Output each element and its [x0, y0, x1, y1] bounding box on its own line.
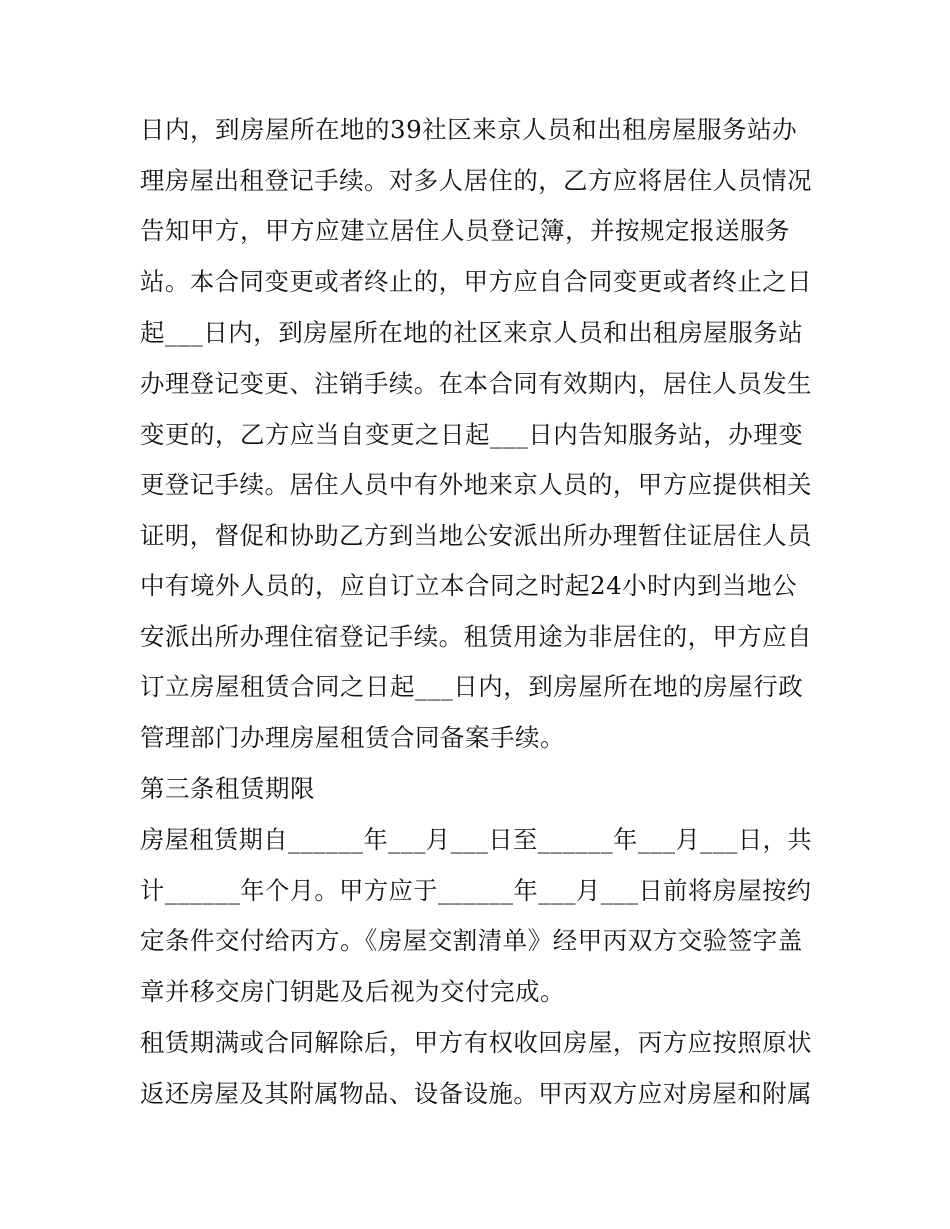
text-line: 租赁期满或合同解除后，甲方有权收回房屋，丙方应按照原状	[140, 1028, 813, 1057]
text-line: 安派出所办理住宿登记手续。租赁用途为非居住的，甲方应自	[140, 622, 813, 651]
text-line: 返还房屋及其附属物品、设备设施。甲丙双方应对房屋和附属	[140, 1079, 813, 1108]
text-line: 理房屋出租登记手续。对多人居住的，乙方应将居住人员情况	[140, 166, 813, 195]
text-line: 管理部门办理房屋租赁合同备案手续。	[140, 723, 565, 752]
text-line: 起___日内，到房屋所在地的社区来京人员和出租房屋服务站	[140, 318, 804, 347]
text-line: 证明，督促和协助乙方到当地公安派出所办理暂住证居住人员	[140, 521, 813, 550]
text-line: 站。本合同变更或者终止的，甲方应自合同变更或者终止之日	[140, 267, 813, 296]
text-line: 更登记手续。居住人员中有外地来京人员的，甲方应提供相关	[140, 470, 813, 499]
text-line: 定条件交付给丙方。《房屋交割清单》经甲丙双方交验签字盖	[140, 926, 803, 955]
text-line: 计______年个月。甲方应于______年___月___日前将房屋按约	[140, 876, 812, 905]
text-line: 章并移交房门钥匙及后视为交付完成。	[140, 977, 565, 1006]
text-line: 办理登记变更、注销手续。在本合同有效期内，居住人员发生	[140, 369, 813, 398]
text-line: 日内，到房屋所在地的39社区来京人员和出租房屋服务站办	[140, 115, 798, 144]
section-heading: 第三条租赁期限	[140, 774, 315, 803]
text-line: 房屋租赁期自______年___月___日至______年___月___日，共	[140, 825, 813, 854]
text-line: 变更的，乙方应当自变更之日起___日内告知服务站，办理变	[140, 420, 804, 449]
text-line: 订立房屋租赁合同之日起___日内，到房屋所在地的房屋行政	[140, 672, 804, 701]
text-line: 中有境外人员的，应自订立本合同之时起24小时内到当地公	[140, 571, 798, 600]
text-line: 告知甲方，甲方应建立居住人员登记簿，并按规定报送服务	[140, 216, 790, 245]
